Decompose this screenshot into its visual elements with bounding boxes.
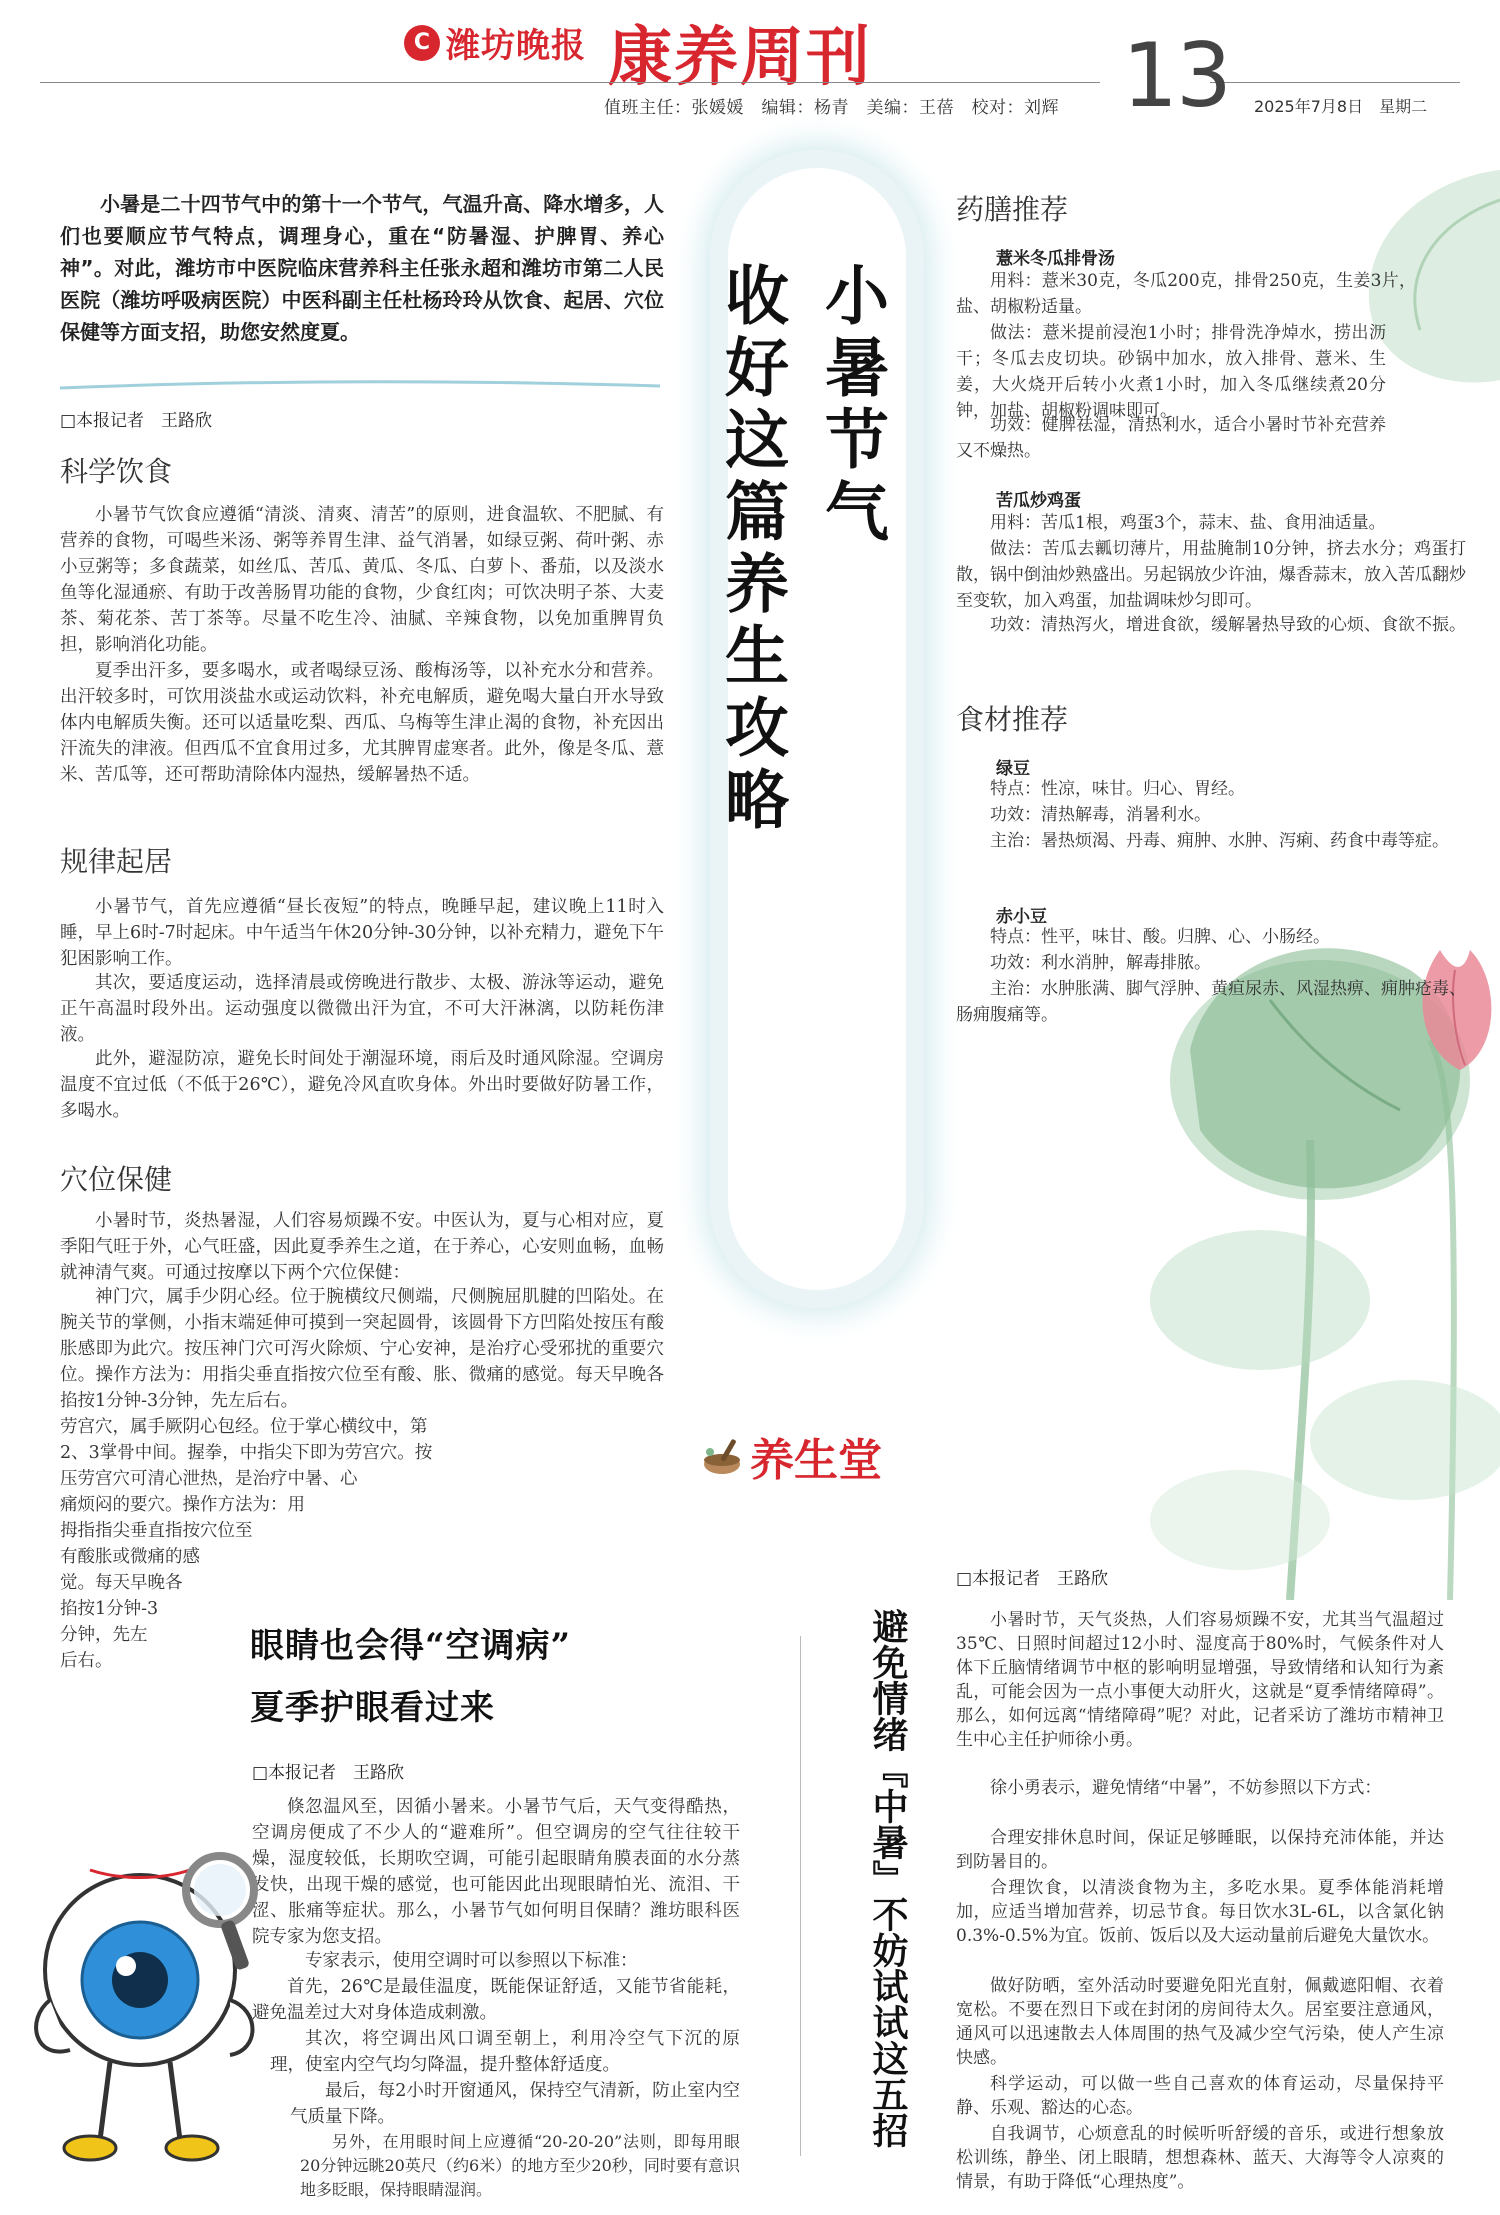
eye-paragraph-4: 其次，将空调出风口调至朝上，利用冷空气下沉的原理，使室内空气均匀降温，提升整体舒适度。 bbox=[270, 2029, 740, 2075]
section-title-diet: 科学饮食 bbox=[60, 455, 173, 488]
column-logo bbox=[700, 1424, 882, 1488]
emotion-paragraph-7: 自我调节，心烦意乱的时候听听舒缓的音乐，或进行想象放松训练，静坐、闭上眼睛，想想森林、蓝天、大海等令人凉爽的情景，有助于降低“心理热度”。 bbox=[956, 2124, 1444, 2192]
diet-paragraph-1: 小暑节气饮食应遵循“清淡、清爽、清苦”的原则，进食温软、不肥腻、有营养的食物，可喝些米汤、粥等养胃生津、益气消暑，如绿豆粥、荷叶粥、赤小豆粥等；多食蔬菜，如丝瓜、苦瓜、黄瓜、冬瓜、白萝卜、番茄，以及淡水鱼等化湿通瘀、有助于改善肠胃功能的食物，少食红肉；可饮决明子茶、大麦茶、菊花茶、苦丁茶等。尽量不吃生冷、油腻、辛辣食物，以免加重脾胃负担，影响消化功能。 bbox=[60, 505, 664, 655]
column-divider bbox=[800, 1636, 801, 2156]
eye-article-title-1: 眼睛也会得“空调病” bbox=[250, 1626, 572, 1666]
eye-article-title-2: 夏季护眼看过来 bbox=[250, 1688, 495, 1728]
intro-paragraph: 小暑是二十四节气中的第十一个节气，气温升高、降水增多，人们也要顺应节气特点，调理身心，重在“防暑湿、护脾胃、养心神”。对此，潍坊市中医院临床营养科主任张永超和潍坊市第二人民医院（潍坊呼吸病医院）中医科副主任杜杨玲玲从饮食、起居、穴位保健等方面支招，助您安然度夏。 bbox=[60, 192, 664, 344]
eye-paragraph-1: 倏忽温风至，因循小暑来。小暑节气后，天气变得酷热，空调房便成了不少人的“避难所”。但空调房的空气往往较干燥，湿度较低，长期吹空调，可能引起眼睛角膜表面的水分蒸发快，出现干燥的感觉，也可能因此出现眼睛怕光、流泪、干涩、胀痛等症状。那么，小暑节气如何明目保睛？潍坊眼科医院专家为您支招。 bbox=[252, 1797, 740, 1947]
routine-paragraph-3: 此外，避湿防凉，避免长时间处于潮湿环境，雨后及时通风除湿。空调房温度不宜过低（不低于26℃），避免冷风直吹身体。外出时要做好防暑工作，多喝水。 bbox=[60, 1049, 664, 1121]
routine-paragraph-1: 小暑节气，首先应遵循“昼长夜短”的特点，晚睡早起，建议晚上11时入睡，早上6时-7时起床。中午适当午休20分钟-30分钟，以补充精力，避免下午犯困影响工作。 bbox=[60, 897, 664, 969]
emotion-paragraph-4: 合理饮食，以清淡食物为主，多吃水果。夏季体能消耗增加，应适当增加营养，切忌节食。每日饮水3L-6L，以含氯化钠0.3%-0.5%为宜。饭前、饭后以及大运动量前后避免大量饮水。 bbox=[956, 1878, 1444, 1946]
ingredient-2-effect: 功效：利水消肿，解毒排脓。 bbox=[990, 953, 1211, 973]
recipe-1-effect: 功效：健脾祛湿，清热利水，适合小暑时节补充营养又不燥热。 bbox=[956, 415, 1386, 461]
section-title-acupoint: 穴位保健 bbox=[60, 1163, 173, 1196]
ingredient-1-trait: 特点：性凉，味甘。归心、胃经。 bbox=[990, 779, 1245, 799]
eye-paragraph-3: 首先，26℃是最佳温度，既能保证舒适，又能节省能耗，避免温差过大对身体造成刺激。 bbox=[252, 1977, 740, 2023]
recipe-2-effect: 功效：清热泻火，增进食欲，缓解暑热导致的心烦、食欲不振。 bbox=[990, 615, 1466, 635]
eye-paragraph-6: 另外，在用眼时间上应遵循“20-20-20”法则，即每用眼20分钟远眺20英尺（约6米）的地方至少20秒，同时要有意识地多眨眼，保持眼睛湿润。 bbox=[300, 2132, 740, 2199]
page-number: 13 bbox=[1122, 24, 1230, 127]
diet-paragraph-2: 夏季出汗多，要多喝水，或者喝绿豆汤、酸梅汤等，以补充水分和营养。出汗较多时，可饮用淡盐水或运动饮料，补充电解质，避免喝大量白开水导致体内电解质失衡。还可以适量吃梨、西瓜、乌梅等生津止渴的食物，补充因出汗流失的津液。但西瓜不宜食用过多，尤其脾胃虚寒者。此外，像是冬瓜、薏米、苦瓜等，还可帮助清除体内湿热，缓解暑热不适。 bbox=[60, 661, 664, 785]
emotion-paragraph-5: 做好防晒，室外活动时要避免阳光直射，佩戴遮阳帽、衣着宽松。不要在烈日下或在封闭的房间待太久。居室要注意通风，通风可以迅速散去人体周围的热气及减少空气污染，使人产生凉快感。 bbox=[956, 1976, 1444, 2068]
recipe-1-method: 做法：薏米提前浸泡1小时；排骨洗净焯水，捞出沥干；冬瓜去皮切块。砂锅中加水，放入排骨、薏米、生姜，大火烧开后转小火煮1小时，加入冬瓜继续煮20分钟，加盐、胡椒粉调味即可。 bbox=[956, 323, 1386, 421]
ingredient-2-name: 赤小豆 bbox=[996, 907, 1047, 927]
main-byline: □本报记者 王路欣 bbox=[60, 411, 213, 431]
herb-mortar-icon bbox=[700, 1434, 744, 1478]
issue-date: 2025年7月8日 星期二 bbox=[1254, 97, 1428, 116]
section-title-routine: 规律起居 bbox=[60, 845, 173, 878]
ingredient-1-effect: 功效：清热解毒，消暑利水。 bbox=[990, 805, 1211, 825]
section-title-recipes: 药膳推荐 bbox=[956, 193, 1069, 226]
section-name: 康养周刊 bbox=[608, 20, 872, 95]
ingredient-1-name: 绿豆 bbox=[996, 759, 1030, 779]
eyeball-cartoon-icon bbox=[30, 1850, 270, 2170]
eye-paragraph-2: 专家表示，使用空调时可以参照以下标准： bbox=[305, 1951, 638, 1971]
recipe-2-name: 苦瓜炒鸡蛋 bbox=[996, 491, 1081, 511]
eye-paragraph-5: 最后，每2小时开窗通风，保持空气清新，防止室内空气质量下降。 bbox=[290, 2081, 740, 2127]
recipe-1-ingredients: 用料：薏米30克，冬瓜200克，排骨250克，生姜3片，盐、胡椒粉适量。 bbox=[956, 271, 1416, 317]
emotion-paragraph-3: 合理安排休息时间，保证足够睡眠，以保持充沛体能，并达到防暑目的。 bbox=[956, 1828, 1444, 1872]
recipe-2-method: 做法：苦瓜去瓤切薄片，用盐腌制10分钟，挤去水分；鸡蛋打散，锅中倒油炒熟盛出。另起锅放少许油，爆香蒜末，放入苦瓜翻炒至变软，加入鸡蛋，加盐调味炒匀即可。 bbox=[956, 539, 1466, 611]
header-rule bbox=[40, 82, 1100, 83]
routine-paragraph-2: 其次，要适度运动，选择清晨或傍晚进行散步、太极、游泳等运动，避免正午高温时段外出。运动强度以微微出汗为宜，不可大汗淋漓，以防耗伤津液。 bbox=[60, 973, 664, 1045]
eye-article-byline: □本报记者 王路欣 bbox=[252, 1763, 405, 1783]
column-logo-text: 养生堂 bbox=[750, 1435, 882, 1486]
newspaper-logo-icon: C bbox=[404, 25, 440, 61]
ingredient-2-use: 主治：水肿胀满、脚气浮肿、黄疸尿赤、风湿热痹、痈肿疮毒、肠痈腹痛等。 bbox=[956, 979, 1466, 1025]
staff-credits: 值班主任：张媛媛 编辑：杨青 美编：王蓓 校对：刘辉 bbox=[604, 98, 1059, 118]
ingredient-1-use: 主治：暑热烦渴、丹毒、痈肿、水肿、泻痢、药食中毒等症。 bbox=[990, 831, 1449, 851]
main-headline: 小暑节气 收好这篇养生攻略 bbox=[714, 262, 888, 838]
masthead-logo bbox=[404, 18, 586, 67]
acupoint-paragraph-2: 神门穴，属手少阴心经。位于腕横纹尺侧端，尺侧腕屈肌腱的凹陷处。在腕关节的掌侧，小指末端延伸可摸到一突起圆骨，该圆骨下方凹陷处按压有酸胀感即为此穴。按压神门穴可泻火除烦、宁心安神，是治疗心受邪扰的重要穴位。操作方法为：用指尖垂直指按穴位至有酸、胀、微痛的感觉。每天早晚各掐按1分钟-3分钟，先左后右。 bbox=[60, 1287, 664, 1411]
newspaper-name: 潍坊晚报 bbox=[446, 26, 586, 66]
emotion-article-byline: □本报记者 王路欣 bbox=[956, 1569, 1109, 1589]
acupoint-paragraph-1: 小暑时节，炎热暑湿，人们容易烦躁不安。中医认为，夏与心相对应，夏季阳气旺于外，心气旺盛，因此夏季养生之道，在于养心，心安则血畅，血畅就神清气爽。可通过按摩以下两个穴位保健： bbox=[60, 1211, 664, 1283]
ingredient-2-trait: 特点：性平，味甘、酸。归脾、心、小肠经。 bbox=[990, 927, 1330, 947]
emotion-article-title: 避免情绪『中暑』不妨试试这五招 bbox=[867, 1608, 909, 2148]
recipe-1-name: 薏米冬瓜排骨汤 bbox=[996, 249, 1115, 269]
intro-divider bbox=[60, 378, 660, 392]
emotion-paragraph-1: 小暑时节，天气炎热，人们容易烦躁不安，尤其当气温超过35℃、日照时间超过12小时、湿度高于80%时，气候条件对人体下丘脑情绪调节中枢的影响明显增强，导致情绪和认知行为紊乱，可能会因为一点小事便大动肝火，这就是“夏季情绪障碍”。那么，如何远离“情绪障碍”呢？对此，记者采访了潍坊市精神卫生中心主任护师徐小勇。 bbox=[956, 1610, 1444, 1750]
recipe-2-ingredients: 用料：苦瓜1根，鸡蛋3个，蒜末、盐、食用油适量。 bbox=[990, 513, 1386, 533]
emotion-paragraph-6: 科学运动，可以做一些自己喜欢的体育运动，尽量保持平静、乐观、豁达的心态。 bbox=[956, 2074, 1444, 2118]
emotion-paragraph-2: 徐小勇表示，避免情绪“中暑”，不妨参照以下方式： bbox=[990, 1778, 1382, 1798]
section-title-ingredients: 食材推荐 bbox=[956, 703, 1069, 736]
acupoint-paragraph-3: 劳宫穴，属手厥阴心包经。位于掌心横纹中，第 2、3掌骨中间。握拳，中指尖下即为劳宫穴。按 压劳宫穴可清心泄热，是治疗中暑、心 痛烦闷的要穴。操作方法为：用 拇指指尖垂直指按穴位至 有酸胀或微痛的感 觉。每天早晚各 掐按1分钟-3 分钟，先左 后右。 bbox=[60, 1417, 433, 1671]
header-rule-right bbox=[1210, 82, 1460, 83]
